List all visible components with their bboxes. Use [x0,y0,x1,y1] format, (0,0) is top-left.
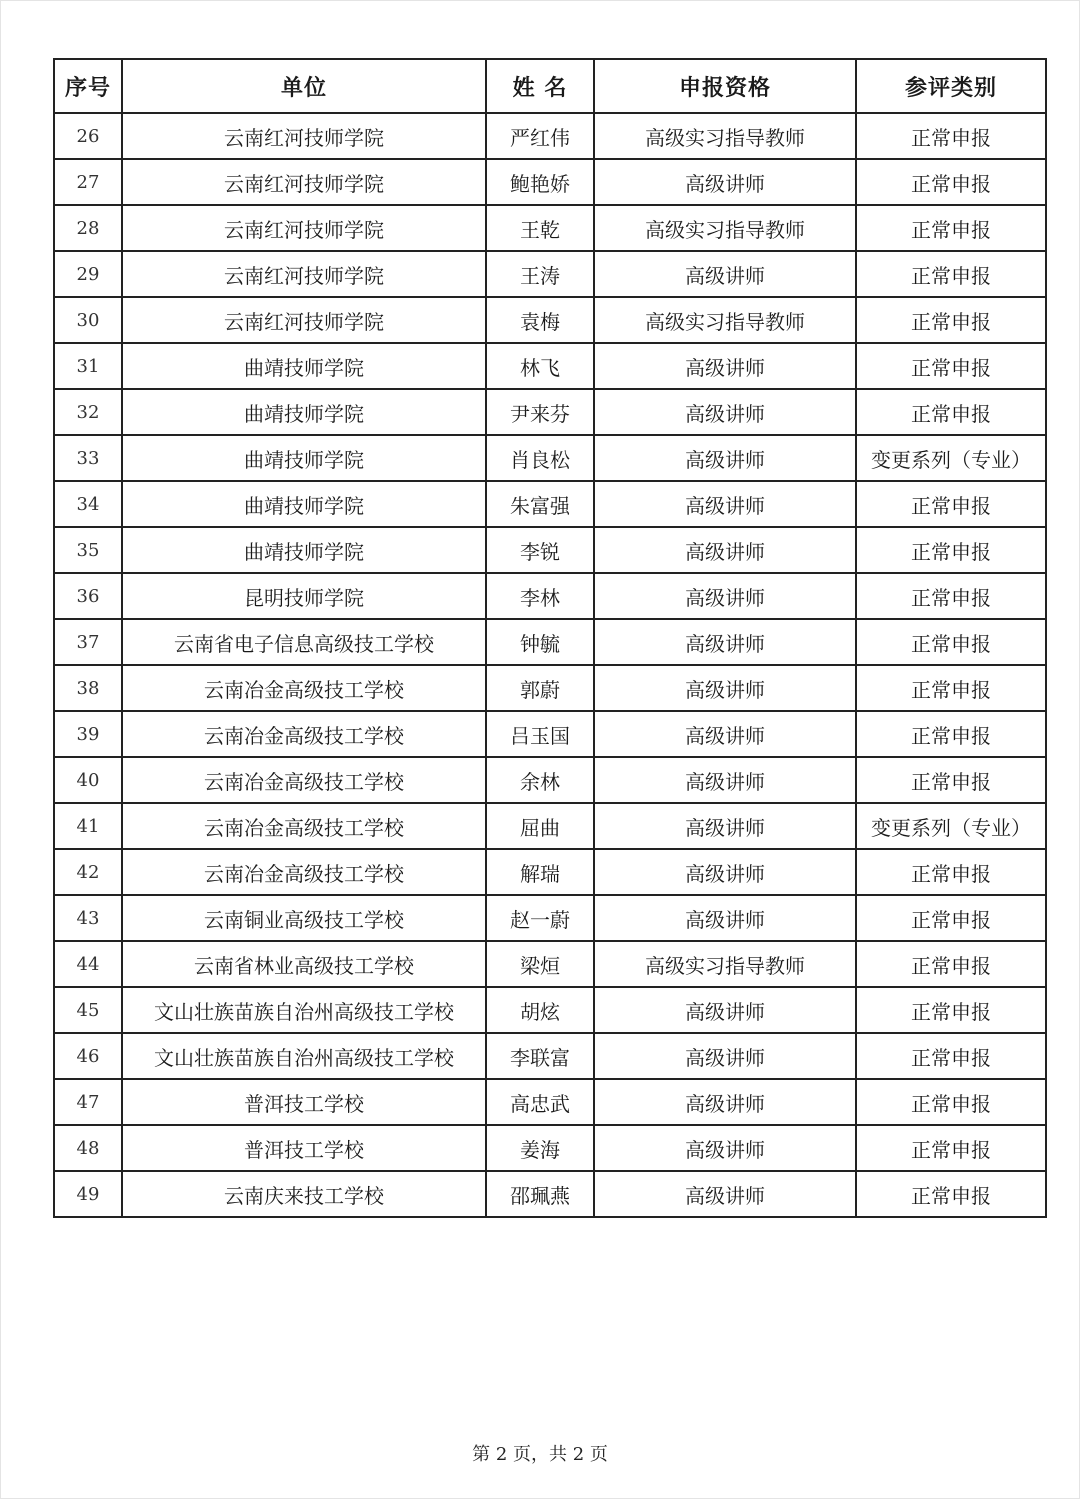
table-row [54,343,1046,389]
header-category: 参评类别 [856,59,1046,113]
category-cell: 正常申报 [856,343,1046,389]
serial-number-cell: 28 [54,205,122,251]
table-row [54,527,1046,573]
category-cell: 正常申报 [856,1079,1046,1125]
serial-number-cell: 33 [54,435,122,481]
name-cell: 朱富强 [486,481,594,527]
name-cell: 解瑞 [486,849,594,895]
header-unit: 单位 [122,59,486,113]
name-cell: 屈曲 [486,803,594,849]
serial-number-cell: 38 [54,665,122,711]
category-cell: 正常申报 [856,665,1046,711]
unit-cell: 普洱技工学校 [122,1125,486,1171]
qualification-cell: 高级讲师 [594,573,856,619]
serial-number-cell: 35 [54,527,122,573]
serial-number-cell: 27 [54,159,122,205]
unit-cell: 云南红河技师学院 [122,205,486,251]
qualification-cell: 高级讲师 [594,1171,856,1217]
table-row [54,987,1046,1033]
serial-number-cell: 34 [54,481,122,527]
serial-number-cell: 36 [54,573,122,619]
serial-number-cell: 41 [54,803,122,849]
category-cell: 正常申报 [856,159,1046,205]
table-row [54,849,1046,895]
applicant-table [53,58,1047,1218]
table-header-row [54,59,1046,113]
name-cell: 鲍艳娇 [486,159,594,205]
table-row [54,251,1046,297]
name-cell: 李锐 [486,527,594,573]
category-cell: 变更系列（专业） [856,435,1046,481]
unit-cell: 云南冶金高级技工学校 [122,757,486,803]
table-row [54,619,1046,665]
qualification-cell: 高级实习指导教师 [594,205,856,251]
table-row [54,711,1046,757]
serial-number-cell: 39 [54,711,122,757]
serial-number-cell: 26 [54,113,122,159]
table-row [54,895,1046,941]
category-cell: 正常申报 [856,849,1046,895]
serial-number-cell: 45 [54,987,122,1033]
qualification-cell: 高级实习指导教师 [594,113,856,159]
name-cell: 姜海 [486,1125,594,1171]
serial-number-cell: 30 [54,297,122,343]
category-cell: 正常申报 [856,481,1046,527]
unit-cell: 曲靖技师学院 [122,343,486,389]
qualification-cell: 高级讲师 [594,803,856,849]
category-cell: 正常申报 [856,297,1046,343]
table-row [54,803,1046,849]
category-cell: 正常申报 [856,941,1046,987]
unit-cell: 文山壮族苗族自治州高级技工学校 [122,987,486,1033]
serial-number-cell: 37 [54,619,122,665]
qualification-cell: 高级讲师 [594,619,856,665]
unit-cell: 云南庆来技工学校 [122,1171,486,1217]
header-name: 姓 名 [486,59,594,113]
serial-number-cell: 44 [54,941,122,987]
name-cell: 胡炫 [486,987,594,1033]
category-cell: 正常申报 [856,987,1046,1033]
category-cell: 正常申报 [856,711,1046,757]
serial-number-cell: 31 [54,343,122,389]
name-cell: 肖良松 [486,435,594,481]
qualification-cell: 高级讲师 [594,895,856,941]
name-cell: 梁烜 [486,941,594,987]
serial-number-cell: 49 [54,1171,122,1217]
qualification-cell: 高级讲师 [594,987,856,1033]
qualification-cell: 高级讲师 [594,435,856,481]
qualification-cell: 高级讲师 [594,665,856,711]
category-cell: 正常申报 [856,895,1046,941]
name-cell: 赵一蔚 [486,895,594,941]
name-cell: 邵珮燕 [486,1171,594,1217]
table-row [54,1171,1046,1217]
unit-cell: 曲靖技师学院 [122,435,486,481]
table-row [54,1125,1046,1171]
unit-cell: 云南红河技师学院 [122,159,486,205]
qualification-cell: 高级讲师 [594,849,856,895]
category-cell: 正常申报 [856,619,1046,665]
unit-cell: 曲靖技师学院 [122,389,486,435]
name-cell: 余林 [486,757,594,803]
table-row [54,1033,1046,1079]
qualification-cell: 高级讲师 [594,1125,856,1171]
table-row [54,941,1046,987]
name-cell: 袁梅 [486,297,594,343]
unit-cell: 云南红河技师学院 [122,251,486,297]
serial-number-cell: 48 [54,1125,122,1171]
qualification-cell: 高级讲师 [594,527,856,573]
name-cell: 李林 [486,573,594,619]
name-cell: 李联富 [486,1033,594,1079]
header-serial-number: 序号 [54,59,122,113]
name-cell: 严红伟 [486,113,594,159]
table-row [54,481,1046,527]
unit-cell: 曲靖技师学院 [122,527,486,573]
table-row [54,113,1046,159]
unit-cell: 云南铜业高级技工学校 [122,895,486,941]
unit-cell: 云南红河技师学院 [122,113,486,159]
name-cell: 王涛 [486,251,594,297]
qualification-cell: 高级讲师 [594,251,856,297]
qualification-cell: 高级实习指导教师 [594,941,856,987]
category-cell: 正常申报 [856,389,1046,435]
table-row [54,389,1046,435]
serial-number-cell: 29 [54,251,122,297]
table-row [54,205,1046,251]
name-cell: 林飞 [486,343,594,389]
qualification-cell: 高级实习指导教师 [594,297,856,343]
name-cell: 钟毓 [486,619,594,665]
category-cell: 正常申报 [856,1125,1046,1171]
serial-number-cell: 40 [54,757,122,803]
qualification-cell: 高级讲师 [594,481,856,527]
table-row [54,435,1046,481]
category-cell: 正常申报 [856,573,1046,619]
unit-cell: 云南冶金高级技工学校 [122,803,486,849]
unit-cell: 文山壮族苗族自治州高级技工学校 [122,1033,486,1079]
unit-cell: 云南冶金高级技工学校 [122,711,486,757]
name-cell: 吕玉国 [486,711,594,757]
qualification-cell: 高级讲师 [594,711,856,757]
name-cell: 高忠武 [486,1079,594,1125]
name-cell: 郭蔚 [486,665,594,711]
unit-cell: 云南省林业高级技工学校 [122,941,486,987]
serial-number-cell: 46 [54,1033,122,1079]
category-cell: 正常申报 [856,113,1046,159]
table-row [54,573,1046,619]
unit-cell: 普洱技工学校 [122,1079,486,1125]
category-cell: 正常申报 [856,527,1046,573]
table-row [54,1079,1046,1125]
unit-cell: 云南省电子信息高级技工学校 [122,619,486,665]
unit-cell: 云南冶金高级技工学校 [122,849,486,895]
serial-number-cell: 32 [54,389,122,435]
unit-cell: 云南红河技师学院 [122,297,486,343]
qualification-cell: 高级讲师 [594,1079,856,1125]
qualification-cell: 高级讲师 [594,757,856,803]
serial-number-cell: 47 [54,1079,122,1125]
name-cell: 尹来芬 [486,389,594,435]
header-qualification: 申报资格 [594,59,856,113]
category-cell: 正常申报 [856,1033,1046,1079]
category-cell: 正常申报 [856,251,1046,297]
qualification-cell: 高级讲师 [594,389,856,435]
unit-cell: 昆明技师学院 [122,573,486,619]
serial-number-cell: 42 [54,849,122,895]
qualification-cell: 高级讲师 [594,343,856,389]
page-footer: 第 2 页，共 2 页 [472,1444,608,1465]
table-row [54,159,1046,205]
category-cell: 正常申报 [856,1171,1046,1217]
category-cell: 正常申报 [856,205,1046,251]
unit-cell: 曲靖技师学院 [122,481,486,527]
qualification-cell: 高级讲师 [594,159,856,205]
unit-cell: 云南冶金高级技工学校 [122,665,486,711]
category-cell: 正常申报 [856,757,1046,803]
table-row [54,297,1046,343]
category-cell: 变更系列（专业） [856,803,1046,849]
table-row [54,665,1046,711]
table-row [54,757,1046,803]
qualification-cell: 高级讲师 [594,1033,856,1079]
table-body [54,113,1046,1217]
serial-number-cell: 43 [54,895,122,941]
name-cell: 王乾 [486,205,594,251]
